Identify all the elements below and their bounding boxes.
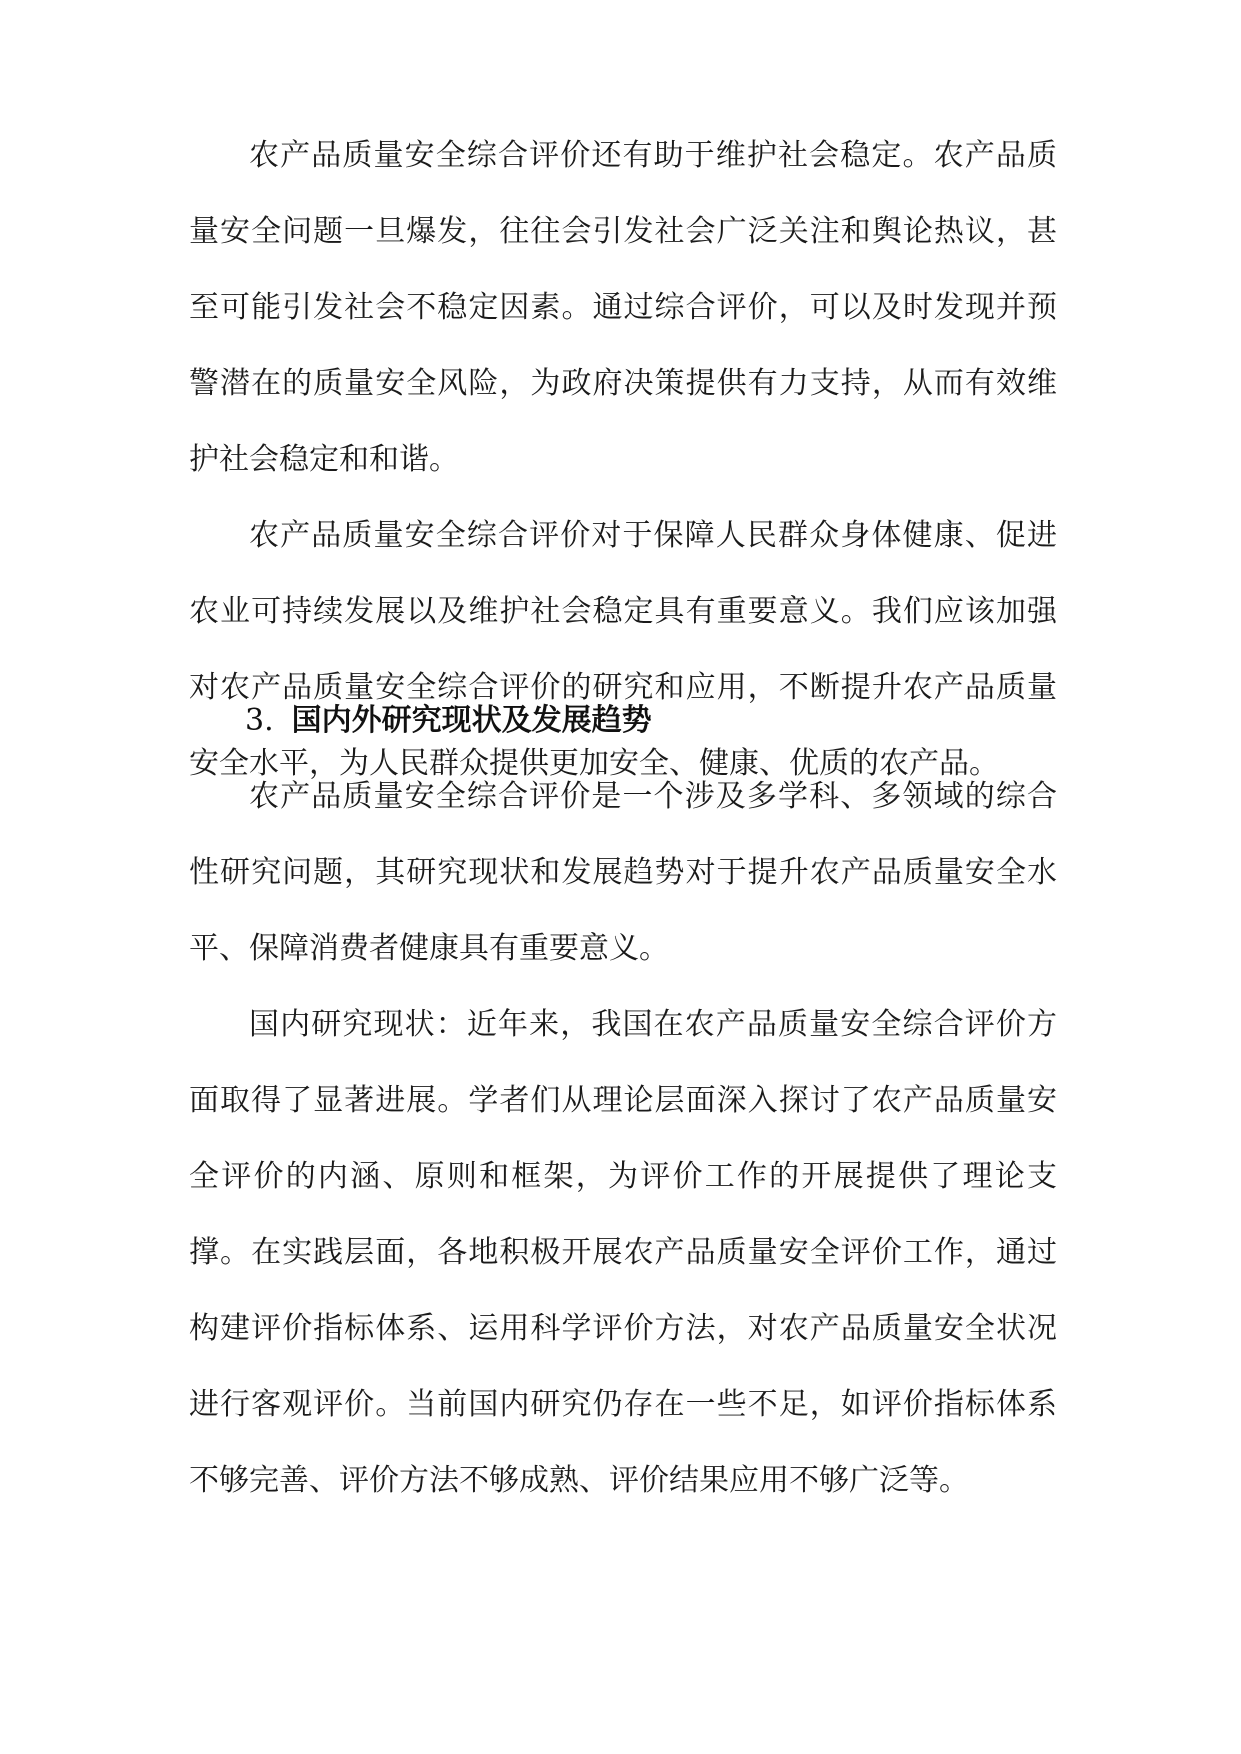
section-heading-block xyxy=(189,683,1057,759)
text-block-lower xyxy=(189,759,1057,1519)
paragraph-social-stability: 农产品质量安全综合评价还有助于维护社会稳定。农产品质量安全问题一旦爆发，往往会引发社会广泛关注和舆论热议，甚至可能引发社会不稳定因素。通过综合评价，可以及时发现并预警潜在的质量安全风险，为政府决策提供有力支持，从而有效维护社会稳定和和谐。 xyxy=(189,138,1057,477)
paragraph-domestic-research: 国内研究现状：近年来，我国在农产品质量安全综合评价方面取得了显著进展。学者们从理论层面深入探讨了农产品质量安全评价的内涵、原则和框架，为评价工作的开展提供了理论支撑。在实践层面，各地积极开展农产品质量安全评价工作，通过构建评价指标体系、运用科学评价方法，对农产品质量安全状况进行客观评价。当前国内研究仍存在一些不足，如评价指标体系不够完善、评价方法不够成熟、评价结果应用不够广泛等。 xyxy=(189,1007,1057,1498)
section-number: 3. xyxy=(245,703,274,738)
section-heading xyxy=(189,683,1057,759)
paragraph-research-overview: 农产品质量安全综合评价是一个涉及多学科、多领域的综合性研究问题，其研究现状和发展趋势对于提升农产品质量安全水平、保障消费者健康具有重要意义。 xyxy=(189,779,1057,966)
section-title: 国内外研究现状及发展趋势 xyxy=(291,703,652,738)
paragraph-significance-summary: 农产品质量安全综合评价对于保障人民群众身体健康、促进农业可持续发展以及维护社会稳定具有重要意义。我们应该加强对农产品质量安全综合评价的研究和应用，不断提升农产品质量安全水平，为人民群众提供更加安全、健康、优质的农产品。 xyxy=(189,518,1057,781)
